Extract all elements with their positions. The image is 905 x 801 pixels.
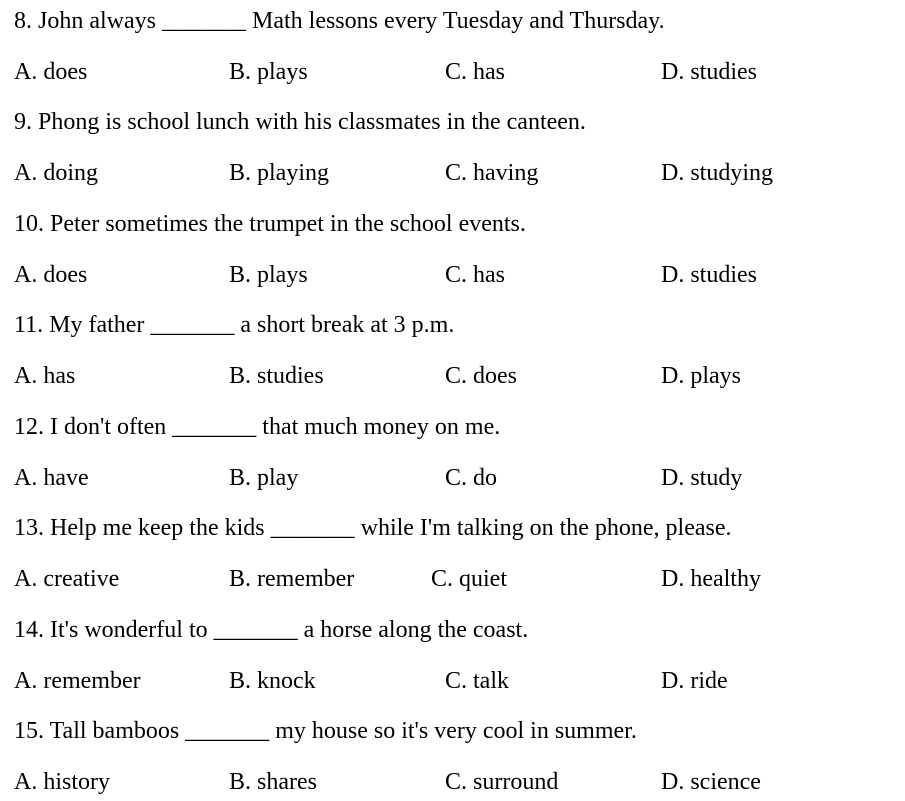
- option-c[interactable]: C. having: [445, 160, 539, 186]
- option-c[interactable]: C. has: [445, 59, 505, 85]
- option-b[interactable]: B. knock: [229, 668, 316, 694]
- option-b[interactable]: B. plays: [229, 59, 308, 85]
- question-11-text: 11. My father _______ a short break at 3 p.m.: [14, 312, 455, 338]
- question-9-text: 9. Phong is school lunch with his classmates in the canteen.: [14, 109, 586, 135]
- option-b[interactable]: B. studies: [229, 363, 324, 389]
- option-a[interactable]: A. history: [14, 769, 110, 795]
- option-b[interactable]: B. plays: [229, 262, 308, 288]
- question-12-text: 12. I don't often _______ that much money on me.: [14, 414, 501, 440]
- option-c[interactable]: C. do: [445, 465, 498, 491]
- option-d[interactable]: D. study: [661, 465, 743, 491]
- option-a[interactable]: A. does: [14, 59, 88, 85]
- option-d[interactable]: D. studies: [661, 262, 757, 288]
- question-10-text: 10. Peter sometimes the trumpet in the school events.: [14, 211, 526, 237]
- option-c[interactable]: C. has: [445, 262, 505, 288]
- option-c[interactable]: C. surround: [445, 769, 559, 795]
- option-b[interactable]: B. shares: [229, 769, 317, 795]
- question-13-text: 13. Help me keep the kids _______ while I'm talking on the phone, please.: [14, 515, 732, 541]
- option-c[interactable]: C. does: [445, 363, 517, 389]
- option-d[interactable]: D. plays: [661, 363, 741, 389]
- question-14-text: 14. It's wonderful to _______ a horse along the coast.: [14, 617, 529, 643]
- option-b[interactable]: B. play: [229, 465, 299, 491]
- option-d[interactable]: D. science: [661, 769, 761, 795]
- option-a[interactable]: A. creative: [14, 566, 120, 592]
- option-a[interactable]: A. has: [14, 363, 76, 389]
- option-c[interactable]: C. quiet: [431, 566, 507, 592]
- question-15-text: 15. Tall bamboos _______ my house so it's very cool in summer.: [14, 718, 637, 744]
- option-a[interactable]: A. doing: [14, 160, 98, 186]
- option-c[interactable]: C. talk: [445, 668, 509, 694]
- option-a[interactable]: A. remember: [14, 668, 141, 694]
- option-d[interactable]: D. ride: [661, 668, 728, 694]
- option-a[interactable]: A. have: [14, 465, 89, 491]
- option-b[interactable]: B. remember: [229, 566, 355, 592]
- question-8-text: 8. John always _______ Math lessons every Tuesday and Thursday.: [14, 8, 665, 34]
- option-d[interactable]: D. studying: [661, 160, 774, 186]
- option-a[interactable]: A. does: [14, 262, 88, 288]
- option-d[interactable]: D. healthy: [661, 566, 761, 592]
- option-b[interactable]: B. playing: [229, 160, 329, 186]
- option-d[interactable]: D. studies: [661, 59, 757, 85]
